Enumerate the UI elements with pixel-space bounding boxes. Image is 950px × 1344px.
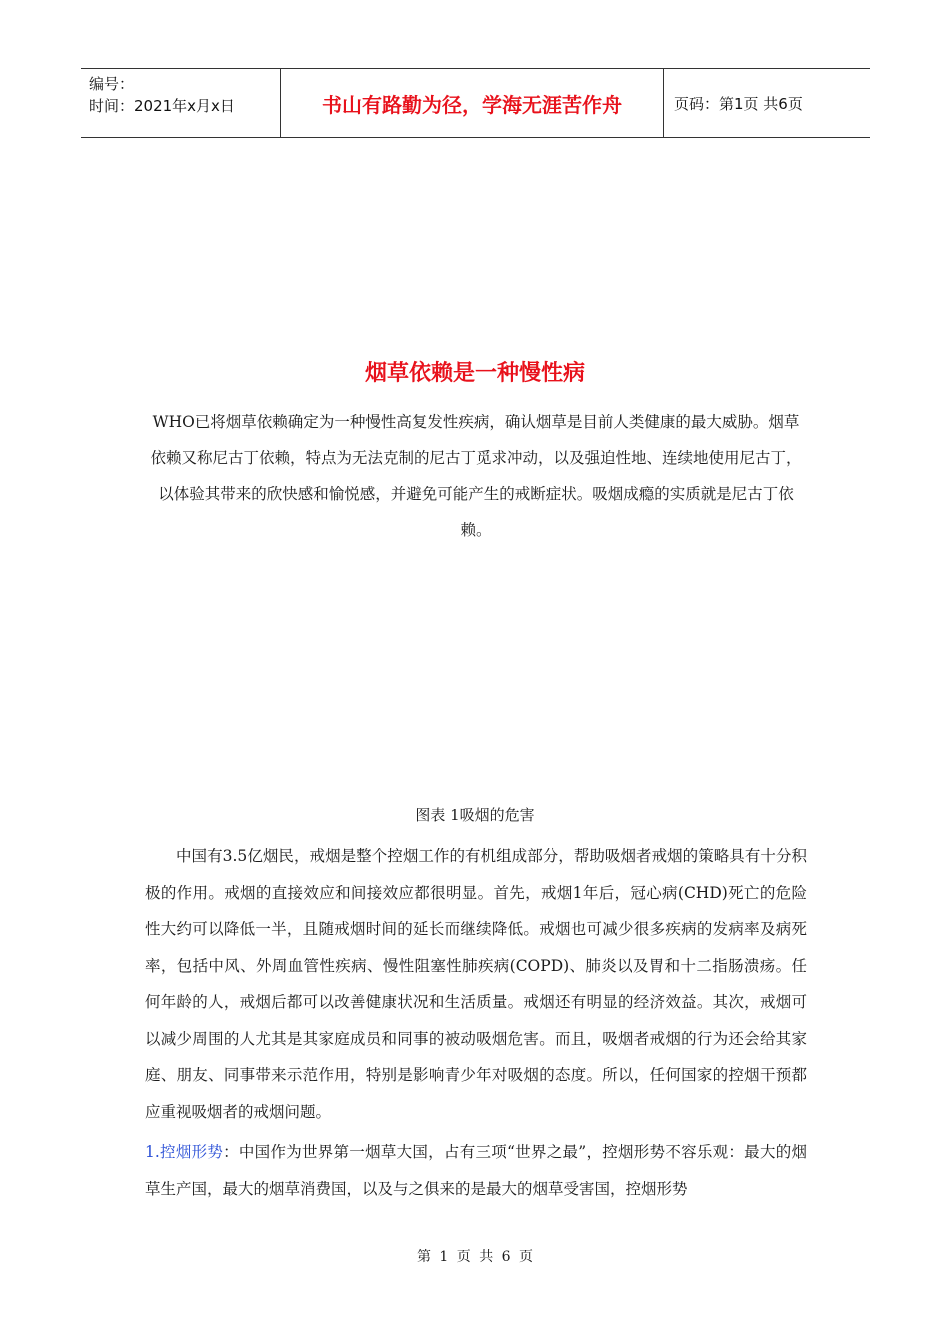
point-1-label-link[interactable]: 1.控烟形势 xyxy=(145,1143,224,1161)
document-header xyxy=(81,68,870,138)
page-footer: 第 1 页 共 6 页 xyxy=(416,1249,534,1265)
point-1-paragraph xyxy=(145,1134,807,1207)
header-motto: 书山有路勤为径，学海无涯苦作舟 xyxy=(281,69,664,137)
header-number-label: 编号： xyxy=(89,75,135,93)
header-meta xyxy=(81,69,281,137)
header-page-info: 页码：第1页 共6页 xyxy=(674,94,803,113)
body-paragraph: 中国有3.5亿烟民，戒烟是整个控烟工作的有机组成部分，帮助吸烟者戒烟的策略具有十分积极的作用。戒烟的直接效应和间接效应都很明显。首先，戒烟1年后，冠心病(CHD)死亡的危险性大约可以降低一半，且随戒烟时间的延长而继续降低。戒烟也可减少很多疾病的发病率及病死率，包括中风、外周血管性疾病、慢性阻塞性肺疾病(COPD)、肺炎以及胃和十二指肠溃疡。任何年龄的人，戒烟后都可以改善健康状况和生活质量。戒烟还有明显的经济效益。其次，戒烟可以减少周围的人尤其是其家庭成员和同事的被动吸烟危害。而且，吸烟者戒烟的行为还会给其家庭、朋友、同事带来示范作用，特别是影响青少年对吸烟的态度。所以，任何国家的控烟干预都应重视吸烟者的戒烟问题。 xyxy=(145,847,807,1121)
intro-paragraph: WHO已将烟草依赖确定为一种慢性高复发性疾病，确认烟草是目前人类健康的最大威胁。烟草依赖又称尼古丁依赖，特点为无法克制的尼古丁觅求冲动，以及强迫性地、连续地使用尼古丁，以体验其带来的欣快感和愉悦感，并避免可能产生的戒断症状。吸烟成瘾的实质就是尼古丁依赖。 xyxy=(150,413,802,539)
figure-caption: 图表 1吸烟的危害 xyxy=(415,806,535,824)
header-time-label: 时间：2021年x月x日 xyxy=(89,97,235,115)
point-1-text: ：中国作为世界第一烟草大国，占有三项“世界之最”，控烟形势不容乐观：最大的烟草生产国，最大的烟草消费国，以及与之俱来的是最大的烟草受害国，控烟形势 xyxy=(145,1143,807,1198)
document-title: 烟草依赖是一种慢性病 xyxy=(364,361,585,386)
